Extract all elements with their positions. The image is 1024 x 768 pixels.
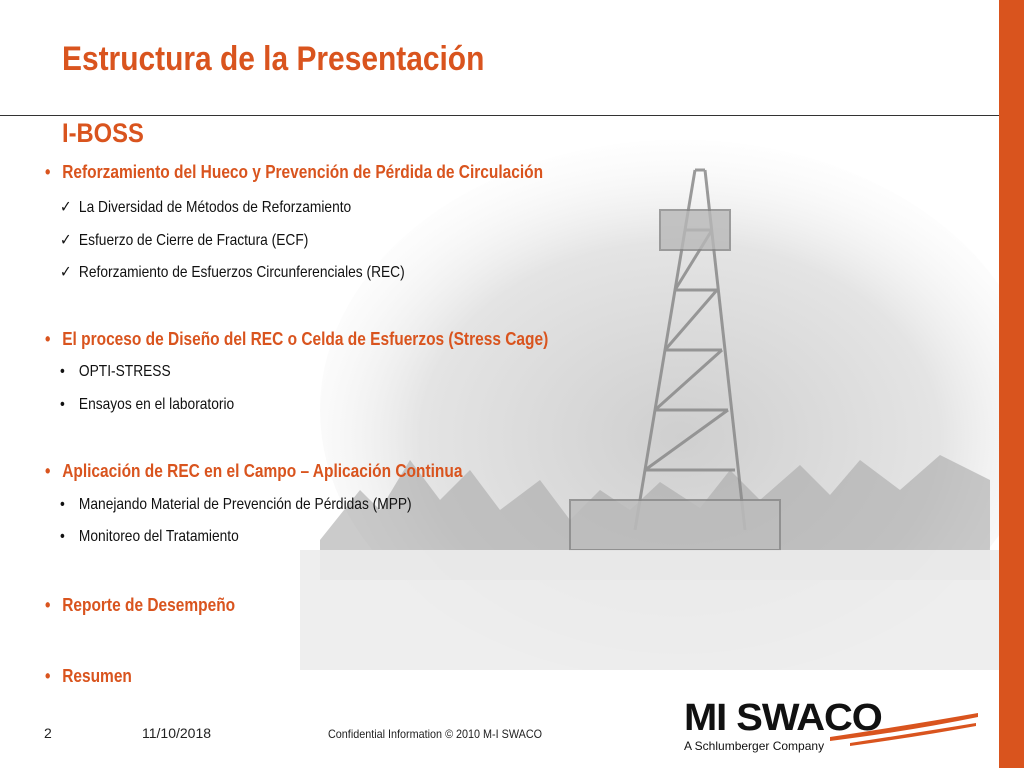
bullet-text: Aplicación de REC en el Campo – Aplicación Continua xyxy=(62,461,463,481)
checkmark-icon: ✓ xyxy=(60,264,72,281)
bullet-text: Monitoreo del Tratamiento xyxy=(78,528,239,545)
bullet-level-1 xyxy=(45,595,235,616)
bullet-level-1 xyxy=(45,329,548,350)
bullet-text: Ensayos en el laboratorio xyxy=(78,396,235,413)
bullet-level-1 xyxy=(45,666,132,687)
right-accent-bar xyxy=(999,0,1024,768)
drilling-rig-background-image xyxy=(300,110,1000,670)
checkmark-icon: ✓ xyxy=(60,232,72,249)
bullet-text: Reporte de Desempeño xyxy=(62,595,236,615)
bullet-level-2 xyxy=(60,363,171,381)
bullet-text: Reforzamiento de Esfuerzos Circunferenciales (REC) xyxy=(78,264,405,281)
slide-date: 11/10/2018 xyxy=(142,725,212,741)
bullet-level-1 xyxy=(45,162,543,183)
checkmark-icon: ✓ xyxy=(60,199,72,216)
bullet-marker: • xyxy=(45,461,51,481)
bullet-level-2 xyxy=(60,197,351,217)
slide-title: Estructura de la Presentación xyxy=(62,40,485,78)
bullet-marker: • xyxy=(60,363,65,380)
bullet-text: Reforzamiento del Hueco y Prevención de Pérdida de Circulación xyxy=(62,162,544,182)
title-divider xyxy=(0,115,999,116)
bullet-level-1 xyxy=(45,461,462,482)
bullet-text: Resumen xyxy=(62,666,132,686)
bullet-marker: • xyxy=(45,595,51,615)
slide-subtitle: I-BOSS xyxy=(62,118,144,148)
logo-wordmark: MI SWACO xyxy=(684,697,882,739)
bullet-text: Esfuerzo de Cierre de Fractura (ECF) xyxy=(78,232,309,249)
bullet-text: La Diversidad de Métodos de Reforzamiento xyxy=(78,199,352,216)
bullet-marker: • xyxy=(45,329,51,349)
confidentiality-notice: Confidential Information © 2010 M-I SWACO xyxy=(328,727,543,741)
slide-number: 2 xyxy=(44,725,52,741)
bullet-level-2 xyxy=(60,528,239,546)
logo-tagline: A Schlumberger Company xyxy=(684,739,825,753)
bullet-marker: • xyxy=(45,162,51,182)
bullet-marker: • xyxy=(60,496,65,513)
mi-swaco-logo xyxy=(680,695,980,757)
bullet-marker: • xyxy=(60,528,65,545)
bullet-marker: • xyxy=(45,666,51,686)
bullet-text: El proceso de Diseño del REC o Celda de Esfuerzos (Stress Cage) xyxy=(62,329,549,349)
bullet-marker: • xyxy=(60,396,65,413)
bullet-level-2 xyxy=(60,496,412,514)
bullet-level-2 xyxy=(60,230,308,250)
bullet-level-2 xyxy=(60,262,405,282)
bullet-level-2 xyxy=(60,396,234,414)
bullet-text: Manejando Material de Prevención de Pérdidas (MPP) xyxy=(78,496,412,513)
bullet-text: OPTI-STRESS xyxy=(78,363,171,380)
